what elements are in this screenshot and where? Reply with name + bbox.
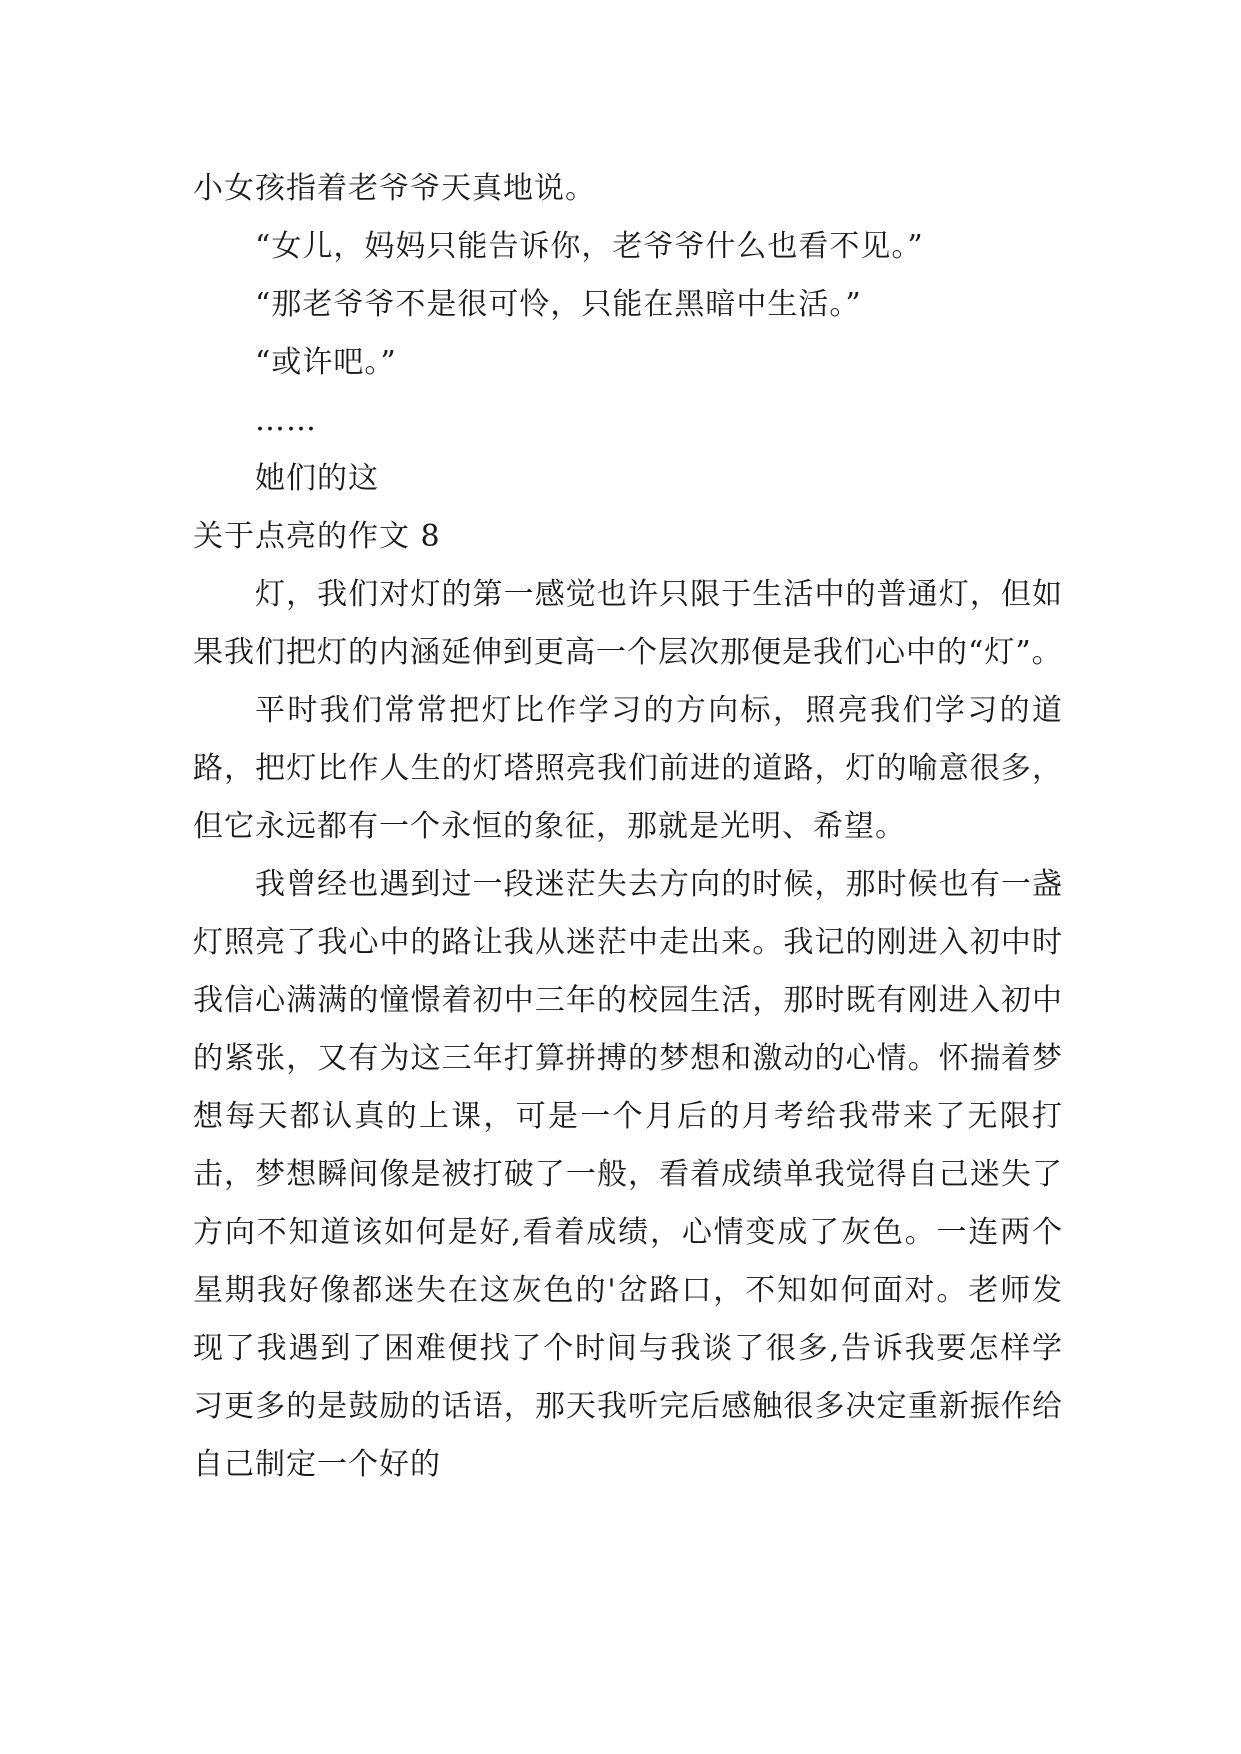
essay-heading: 关于点亮的作文 8 — [193, 519, 441, 554]
essay-paragraph: 我曾经也遇到过一段迷茫失去方向的时候，那时候也有一盏灯照亮了我心中的路让我从迷茫中走出来。我记的刚进入初中时我信心满满的憧憬着初中三年的校园生活，那时既有刚进入初中的紧张，又有为这三年打算拼搏的梦想和激动的心情。怀揣着梦想每天都认真的上课，可是一个月后的月考给我带来了无限打击，梦想瞬间像是被打破了一般，看着成绩单我觉得自己迷失了方向不知道该如何是好,看着成绩，心情变成了灰色。一连两个星期我好像都迷失在这灰色的'岔路口，不知如何面对。老师发现了我遇到了困难便找了个时间与我谈了很多,告诉我要怎样学习更多的是鼓励的话语，那天我听完后感触很多决定重新振作给自己制定一个好的 — [193, 867, 1063, 1482]
document-body — [193, 160, 1063, 1494]
story-line: 她们的这 — [255, 461, 379, 496]
ellipsis-line: …… — [255, 403, 317, 438]
story-line: 小女孩指着老爷爷天真地说。 — [193, 171, 596, 206]
story-line: “或许吧。” — [255, 345, 397, 380]
essay-paragraph: 平时我们常常把灯比作学习的方向标，照亮我们学习的道路，把灯比作人生的灯塔照亮我们前进的道路，灯的喻意很多，但它永远都有一个永恒的象征，那就是光明、希望。 — [193, 693, 1063, 844]
story-line: “那老爷爷不是很可怜，只能在黑暗中生活。” — [255, 287, 862, 322]
story-line: “女儿，妈妈只能告诉你，老爷爷什么也看不见。” — [255, 229, 924, 264]
essay-paragraph: 灯，我们对灯的第一感觉也许只限于生活中的普通灯，但如果我们把灯的内涵延伸到更高一个层次那便是我们心中的“灯”。 — [193, 577, 1063, 670]
